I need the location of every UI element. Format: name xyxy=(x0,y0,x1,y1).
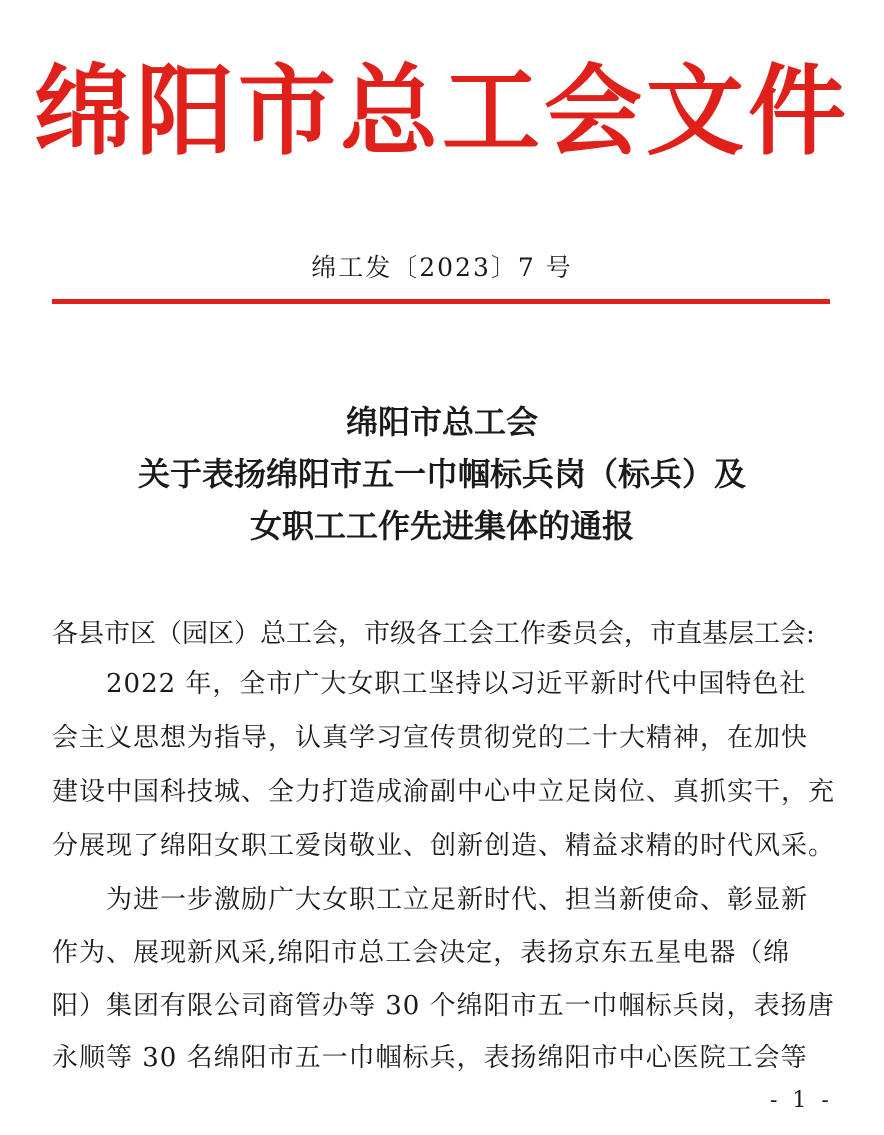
salutation: 各县市区（园区）总工会，市级各工会工作委员会，市直基层工会: xyxy=(52,619,815,649)
document-number: 绵工发〔2023〕7 号 xyxy=(311,253,573,282)
title-line-2: 关于表扬绵阳市五一巾帼标兵岗（标兵）及 xyxy=(137,455,746,493)
title-line-3: 女职工工作先进集体的通报 xyxy=(249,507,634,545)
red-divider xyxy=(52,299,830,304)
masthead-title: 绵阳市总工会文件 xyxy=(33,54,850,169)
page-number: - 1 - xyxy=(770,1088,833,1113)
title-line-1: 绵阳市总工会 xyxy=(345,403,538,441)
body-line: 为进一步激励广大女职工立足新时代、担当新使命、彰显新 xyxy=(106,885,809,915)
body-line: 分展现了绵阳女职工爱岗敬业、创新创造、精益求精的时代风采。 xyxy=(52,831,836,861)
body-line: 会主义思想为指导，认真学习宣传贯彻党的二十大精神，在加快 xyxy=(52,723,809,753)
body-line: 2022 年，全市广大女职工坚持以习近平新时代中国特色社 xyxy=(106,669,807,699)
body-line: 永顺等 30 名绵阳市五一巾帼标兵，表扬绵阳市中心医院工会等 xyxy=(52,1043,808,1073)
body-line: 建设中国科技城、全力打造成渝副中心中立足岗位、真抓实干，充 xyxy=(52,777,836,807)
body-line: 作为、展现新风采,绵阳市总工会决定，表扬京东五星电器（绵 xyxy=(52,938,791,968)
body-line: 阳）集团有限公司商管办等 30 个绵阳市五一巾帼标兵岗，表扬唐 xyxy=(52,991,835,1021)
